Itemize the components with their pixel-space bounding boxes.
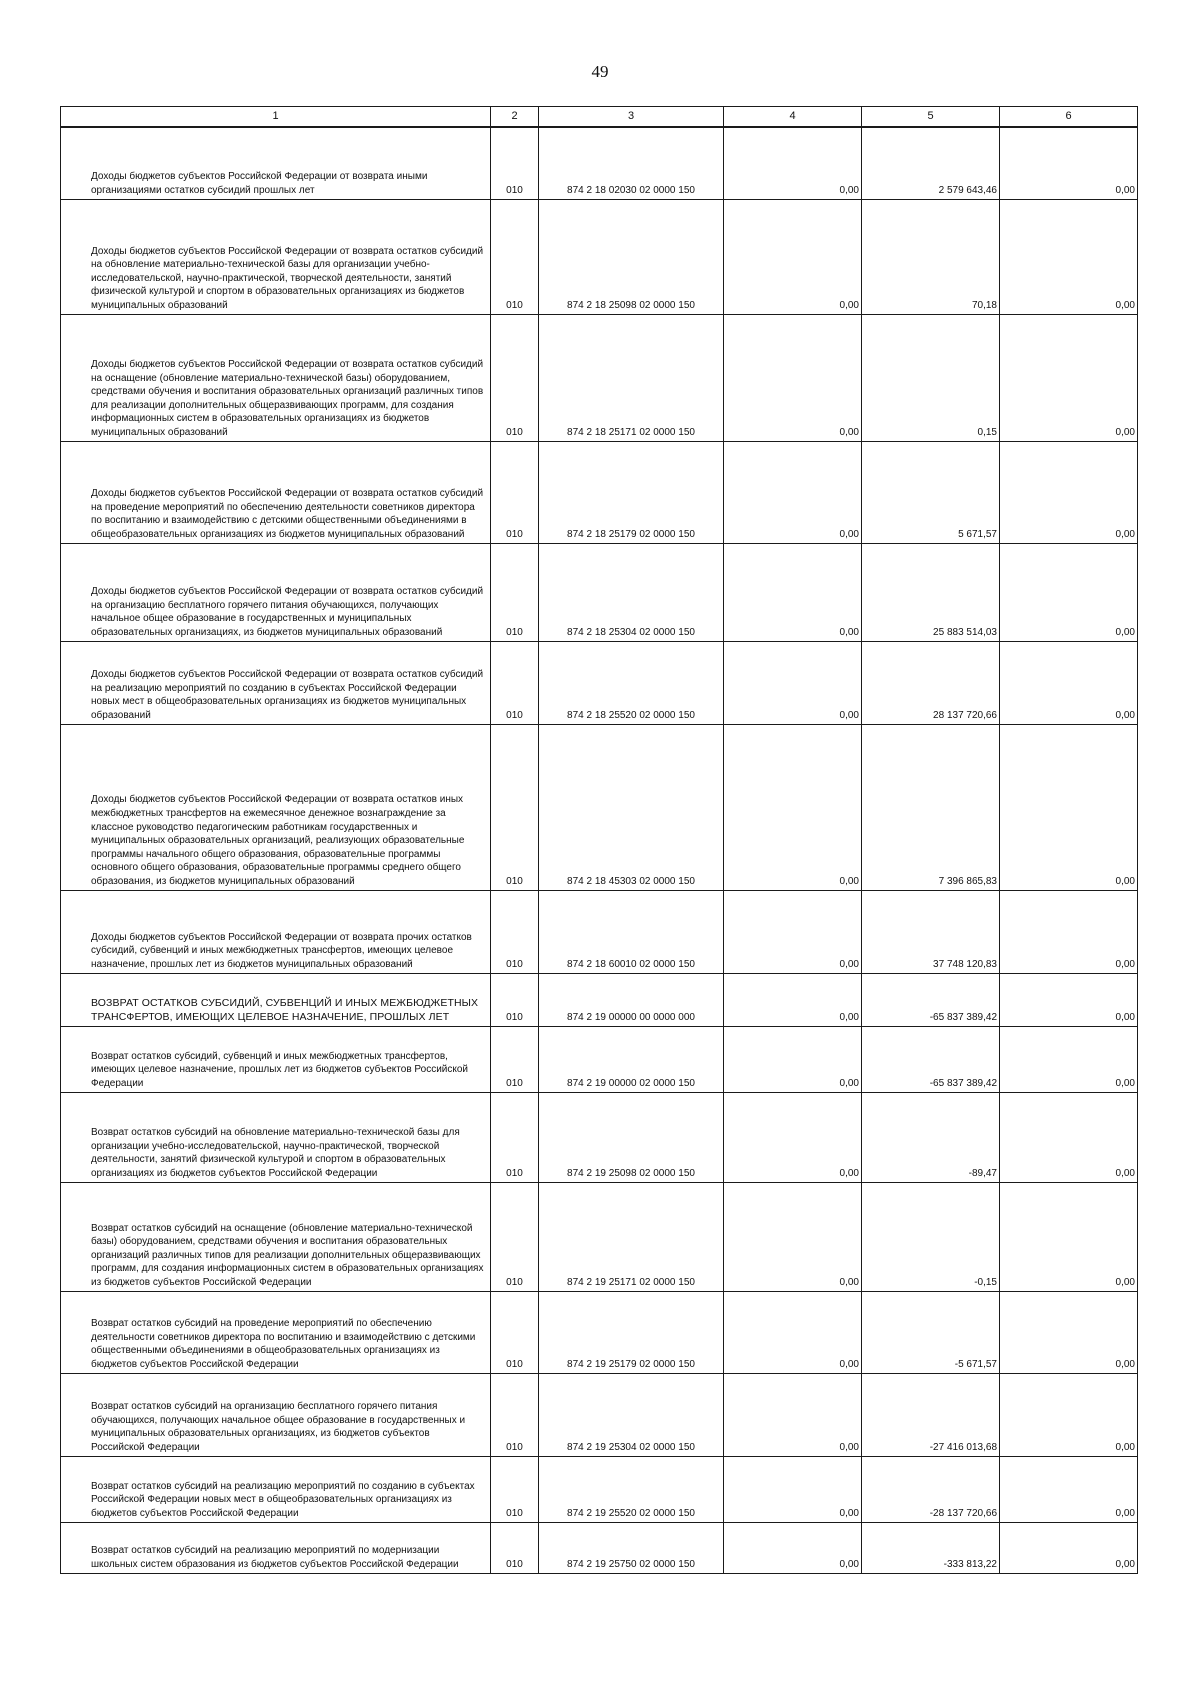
row-col4-value: 0,00	[724, 641, 862, 724]
row-budget-code: 874 2 18 25179 02 0000 150	[539, 441, 724, 543]
table-row	[61, 890, 1138, 973]
column-header-2: 2	[491, 107, 539, 128]
row-col5-value: 28 137 720,66	[862, 641, 1000, 724]
row-line-code: 010	[491, 1373, 539, 1456]
row-line-code: 010	[491, 724, 539, 890]
table-row	[61, 1291, 1138, 1373]
row-col5-value: 2 579 643,46	[862, 127, 1000, 199]
row-col6-value: 0,00	[1000, 1291, 1138, 1373]
row-budget-code: 874 2 19 00000 02 0000 150	[539, 1026, 724, 1092]
row-col5-value: 37 748 120,83	[862, 890, 1000, 973]
row-col5-value: 5 671,57	[862, 441, 1000, 543]
table-header	[61, 107, 1138, 128]
row-col6-value: 0,00	[1000, 973, 1138, 1026]
row-budget-code: 874 2 19 00000 00 0000 000	[539, 973, 724, 1026]
row-line-code: 010	[491, 890, 539, 973]
row-name: Возврат остатков субсидий на реализацию мероприятий по модернизации школьных систем образования из бюджетов субъектов Российской Федерации	[61, 1522, 491, 1573]
row-col6-value: 0,00	[1000, 890, 1138, 973]
row-line-code: 010	[491, 1291, 539, 1373]
table-row	[61, 1092, 1138, 1182]
row-col4-value: 0,00	[724, 1026, 862, 1092]
row-col6-value: 0,00	[1000, 543, 1138, 641]
row-line-code: 010	[491, 1092, 539, 1182]
row-budget-code: 874 2 19 25171 02 0000 150	[539, 1182, 724, 1291]
row-col4-value: 0,00	[724, 1092, 862, 1182]
row-col6-value: 0,00	[1000, 724, 1138, 890]
row-name: Возврат остатков субсидий на обновление материально-технической базы для организации учебно-исследовательской, научно-практической, творческой деятельности, занятий физической культурой и спортом в образовательных организациях из бюджетов субъектов Российской Федерации	[61, 1092, 491, 1182]
row-budget-code: 874 2 19 25304 02 0000 150	[539, 1373, 724, 1456]
table-row	[61, 1026, 1138, 1092]
table-row	[61, 441, 1138, 543]
row-col5-value: -65 837 389,42	[862, 1026, 1000, 1092]
column-header-4: 4	[724, 107, 862, 128]
row-budget-code: 874 2 18 02030 02 0000 150	[539, 127, 724, 199]
row-col6-value: 0,00	[1000, 1456, 1138, 1522]
row-col4-value: 0,00	[724, 1291, 862, 1373]
row-budget-code: 874 2 18 45303 02 0000 150	[539, 724, 724, 890]
row-col4-value: 0,00	[724, 1522, 862, 1573]
row-col5-value: 7 396 865,83	[862, 724, 1000, 890]
row-col6-value: 0,00	[1000, 1182, 1138, 1291]
row-name: Возврат остатков субсидий, субвенций и иных межбюджетных трансфертов, имеющих целевое назначение, прошлых лет из бюджетов субъектов Российской Федерации	[61, 1026, 491, 1092]
table-row	[61, 127, 1138, 199]
table-row	[61, 314, 1138, 441]
table-row	[61, 973, 1138, 1026]
row-col5-value: -333 813,22	[862, 1522, 1000, 1573]
row-col4-value: 0,00	[724, 724, 862, 890]
row-col6-value: 0,00	[1000, 314, 1138, 441]
row-col6-value: 0,00	[1000, 199, 1138, 314]
row-line-code: 010	[491, 441, 539, 543]
row-col4-value: 0,00	[724, 973, 862, 1026]
row-col6-value: 0,00	[1000, 127, 1138, 199]
row-name: Доходы бюджетов субъектов Российской Федерации от возврата остатков субсидий на реализацию мероприятий по созданию в субъектах Российской Федерации новых мест в общеобразовательных организациях из бюджетов муниципальных образований	[61, 641, 491, 724]
table-row	[61, 199, 1138, 314]
row-name: Доходы бюджетов субъектов Российской Федерации от возврата иными организациями остатков субсидий прошлых лет	[61, 127, 491, 199]
row-name: Доходы бюджетов субъектов Российской Федерации от возврата остатков субсидий на проведение мероприятий по обеспечению деятельности советников директора по воспитанию и взаимодействию с детскими общественными объединениями в общеобразовательных организациях из бюджетов муниципальных образований	[61, 441, 491, 543]
table-row	[61, 1373, 1138, 1456]
row-name: ВОЗВРАТ ОСТАТКОВ СУБСИДИЙ, СУБВЕНЦИЙ И ИНЫХ МЕЖБЮДЖЕТНЫХ ТРАНСФЕРТОВ, ИМЕЮЩИХ ЦЕЛЕВОЕ НАЗНАЧЕНИЕ, ПРОШЛЫХ ЛЕТ	[61, 973, 491, 1026]
row-line-code: 010	[491, 314, 539, 441]
row-col5-value: 25 883 514,03	[862, 543, 1000, 641]
row-col4-value: 0,00	[724, 1373, 862, 1456]
row-col5-value: -0,15	[862, 1182, 1000, 1291]
row-line-code: 010	[491, 641, 539, 724]
column-header-6: 6	[1000, 107, 1138, 128]
row-line-code: 010	[491, 1456, 539, 1522]
table-row	[61, 641, 1138, 724]
column-header-3: 3	[539, 107, 724, 128]
row-budget-code: 874 2 18 60010 02 0000 150	[539, 890, 724, 973]
row-col5-value: -27 416 013,68	[862, 1373, 1000, 1456]
row-budget-code: 874 2 19 25098 02 0000 150	[539, 1092, 724, 1182]
page-number: 49	[591, 62, 609, 81]
row-budget-code: 874 2 18 25098 02 0000 150	[539, 199, 724, 314]
row-line-code: 010	[491, 127, 539, 199]
row-name: Возврат остатков субсидий на проведение мероприятий по обеспечению деятельности советников директора по воспитанию и взаимодействию с детскими общественными объединениями в общеобразовательных организациях из бюджетов субъектов Российской Федерации	[61, 1291, 491, 1373]
row-budget-code: 874 2 18 25304 02 0000 150	[539, 543, 724, 641]
column-header-1: 1	[61, 107, 491, 128]
row-col4-value: 0,00	[724, 441, 862, 543]
table-row	[61, 543, 1138, 641]
row-col4-value: 0,00	[724, 314, 862, 441]
row-col4-value: 0,00	[724, 890, 862, 973]
row-col4-value: 0,00	[724, 543, 862, 641]
row-col4-value: 0,00	[724, 1456, 862, 1522]
row-col6-value: 0,00	[1000, 1092, 1138, 1182]
row-budget-code: 874 2 18 25520 02 0000 150	[539, 641, 724, 724]
row-line-code: 010	[491, 1522, 539, 1573]
row-name: Возврат остатков субсидий на организацию бесплатного горячего питания обучающихся, получающих начальное общее образование в государственных и муниципальных образовательных организациях, из бюджетов субъектов Российской Федерации	[61, 1373, 491, 1456]
row-line-code: 010	[491, 543, 539, 641]
row-budget-code: 874 2 18 25171 02 0000 150	[539, 314, 724, 441]
row-col4-value: 0,00	[724, 1182, 862, 1291]
row-budget-code: 874 2 19 25520 02 0000 150	[539, 1456, 724, 1522]
revenue-table	[60, 106, 1138, 1574]
row-name: Доходы бюджетов субъектов Российской Федерации от возврата прочих остатков субсидий, субвенций и иных межбюджетных трансфертов, имеющих целевое назначение, прошлых лет из бюджетов муниципальных образований	[61, 890, 491, 973]
row-col6-value: 0,00	[1000, 1373, 1138, 1456]
row-name: Доходы бюджетов субъектов Российской Федерации от возврата остатков субсидий на обновление материально-технической базы для организации учебно-исследовательской, научно-практической, творческой деятельности, занятий физической культурой и спортом в образовательных организациях из бюджетов муниципальных образований	[61, 199, 491, 314]
row-line-code: 010	[491, 199, 539, 314]
row-col4-value: 0,00	[724, 127, 862, 199]
column-header-5: 5	[862, 107, 1000, 128]
row-col6-value: 0,00	[1000, 1026, 1138, 1092]
row-budget-code: 874 2 19 25750 02 0000 150	[539, 1522, 724, 1573]
table-row	[61, 724, 1138, 890]
row-line-code: 010	[491, 1026, 539, 1092]
row-col6-value: 0,00	[1000, 1522, 1138, 1573]
row-col5-value: 70,18	[862, 199, 1000, 314]
row-name: Доходы бюджетов субъектов Российской Федерации от возврата остатков субсидий на оснащение (обновление материально-технической базы) оборудованием, средствами обучения и воспитания образовательных организаций различных типов для реализации дополнительных общеразвивающих программ, для создания информационных систем в образовательных организациях из бюджетов муниципальных образований	[61, 314, 491, 441]
row-col4-value: 0,00	[724, 199, 862, 314]
table-row	[61, 1456, 1138, 1522]
row-col6-value: 0,00	[1000, 641, 1138, 724]
table-row	[61, 1522, 1138, 1573]
row-col5-value: 0,15	[862, 314, 1000, 441]
table-body	[61, 127, 1138, 1573]
row-name: Возврат остатков субсидий на реализацию мероприятий по созданию в субъектах Российской Федерации новых мест в общеобразовательных организациях из бюджетов субъектов Российской Федерации	[61, 1456, 491, 1522]
row-line-code: 010	[491, 973, 539, 1026]
row-line-code: 010	[491, 1182, 539, 1291]
row-name: Доходы бюджетов субъектов Российской Федерации от возврата остатков субсидий на организацию бесплатного горячего питания обучающихся, получающих начальное общее образование в государственных и муниципальных образовательных организациях, из бюджетов муниципальных образований	[61, 543, 491, 641]
row-col5-value: -89,47	[862, 1092, 1000, 1182]
row-name: Доходы бюджетов субъектов Российской Федерации от возврата остатков иных межбюджетных трансфертов на ежемесячное денежное вознаграждение за классное руководство педагогическим работникам государственных и муниципальных образовательных организаций, реализующих образовательные программы начального общего образования, образовательные программы основного общего образования, образовательные программы среднего общего образования, из бюджетов муниципальных образований	[61, 724, 491, 890]
row-col5-value: -65 837 389,42	[862, 973, 1000, 1026]
row-budget-code: 874 2 19 25179 02 0000 150	[539, 1291, 724, 1373]
table-row	[61, 1182, 1138, 1291]
row-name: Возврат остатков субсидий на оснащение (обновление материально-технической базы) оборудованием, средствами обучения и воспитания образовательных организаций различных типов для реализации дополнительных общеразвивающих программ, для создания информационных систем в образовательных организациях из бюджетов субъектов Российской Федерации	[61, 1182, 491, 1291]
row-col5-value: -5 671,57	[862, 1291, 1000, 1373]
row-col5-value: -28 137 720,66	[862, 1456, 1000, 1522]
row-col6-value: 0,00	[1000, 441, 1138, 543]
